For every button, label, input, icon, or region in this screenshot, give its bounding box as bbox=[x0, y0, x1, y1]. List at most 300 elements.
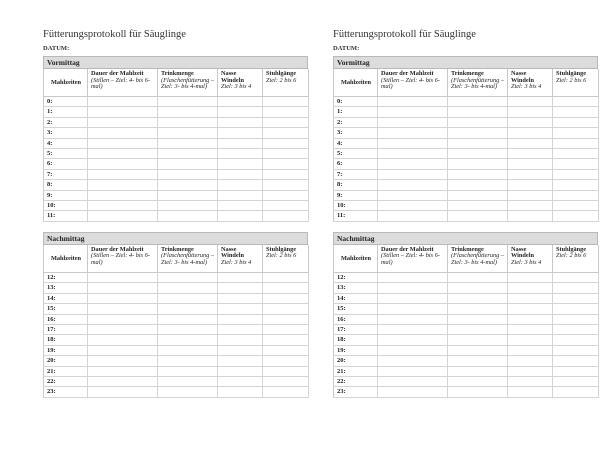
column-header-note: Ziel: 3 bis 4 bbox=[221, 259, 252, 267]
entry-cell[interactable] bbox=[218, 376, 263, 386]
entry-cell[interactable] bbox=[263, 335, 309, 345]
column-header-label: Nasse Windeln bbox=[221, 245, 244, 260]
column-header-label: Mahlzeiten bbox=[50, 254, 82, 262]
feeding-table bbox=[43, 245, 309, 398]
entry-cell[interactable] bbox=[218, 159, 263, 169]
table-row bbox=[44, 283, 309, 293]
entry-cell[interactable] bbox=[508, 97, 553, 107]
entry-cell[interactable] bbox=[158, 138, 218, 148]
entry-cell[interactable] bbox=[158, 180, 218, 190]
hour-label: 13: bbox=[334, 283, 378, 293]
entry-cell[interactable] bbox=[88, 366, 158, 376]
table-header-row bbox=[44, 69, 309, 97]
entry-cell[interactable] bbox=[553, 190, 599, 200]
table-row bbox=[44, 293, 309, 303]
hour-label: 0: bbox=[44, 97, 88, 107]
entry-cell[interactable] bbox=[448, 304, 508, 314]
column-header bbox=[334, 245, 378, 273]
hour-label: 12: bbox=[334, 272, 378, 282]
hour-label: 7: bbox=[334, 169, 378, 179]
column-header-note: Ziel: 2 bis 6 bbox=[266, 252, 297, 260]
entry-cell[interactable] bbox=[263, 107, 309, 117]
entry-cell[interactable] bbox=[263, 376, 309, 386]
column-header bbox=[448, 245, 508, 273]
table-row bbox=[44, 345, 309, 355]
column-header-note: (Flaschenfütterung – Ziel: 3- bis 4-mal) bbox=[451, 76, 504, 91]
entry-cell[interactable] bbox=[158, 345, 218, 355]
log-title: Fütterungsprotokoll für Säuglinge bbox=[43, 29, 186, 40]
entry-cell[interactable] bbox=[218, 149, 263, 159]
section-afternoon bbox=[43, 232, 308, 398]
entry-cell[interactable] bbox=[263, 149, 309, 159]
entry-cell[interactable] bbox=[378, 149, 448, 159]
entry-cell[interactable] bbox=[218, 107, 263, 117]
entry-cell[interactable] bbox=[88, 272, 158, 282]
entry-cell[interactable] bbox=[378, 169, 448, 179]
entry-cell[interactable] bbox=[88, 107, 158, 117]
section-heading: Nachmittag bbox=[333, 232, 598, 245]
entry-cell[interactable] bbox=[448, 138, 508, 148]
entry-cell[interactable] bbox=[553, 376, 599, 386]
hour-label: 23: bbox=[44, 387, 88, 397]
entry-cell[interactable] bbox=[508, 149, 553, 159]
entry-cell[interactable] bbox=[158, 97, 218, 107]
entry-cell[interactable] bbox=[553, 211, 599, 221]
entry-cell[interactable] bbox=[448, 159, 508, 169]
entry-cell[interactable] bbox=[218, 335, 263, 345]
entry-cell[interactable] bbox=[508, 335, 553, 345]
entry-cell[interactable] bbox=[378, 324, 448, 334]
hour-label: 22: bbox=[334, 376, 378, 386]
entry-cell[interactable] bbox=[378, 107, 448, 117]
column-header-label: Mahlzeiten bbox=[340, 78, 372, 86]
entry-cell[interactable] bbox=[378, 159, 448, 169]
hour-label: 7: bbox=[44, 169, 88, 179]
column-header bbox=[218, 245, 263, 273]
table-row bbox=[44, 107, 309, 117]
entry-cell[interactable] bbox=[378, 272, 448, 282]
entry-cell[interactable] bbox=[263, 169, 309, 179]
entry-cell[interactable] bbox=[378, 366, 448, 376]
section-morning bbox=[43, 56, 308, 222]
column-header-label: Trinkmenge bbox=[161, 70, 194, 77]
entry-cell[interactable] bbox=[553, 324, 599, 334]
entry-cell[interactable] bbox=[218, 324, 263, 334]
table-row bbox=[44, 149, 309, 159]
entry-cell[interactable] bbox=[158, 387, 218, 397]
column-header-label: Stuhlgänge bbox=[266, 245, 297, 253]
entry-cell[interactable] bbox=[88, 376, 158, 386]
entry-cell[interactable] bbox=[263, 304, 309, 314]
table-row bbox=[44, 324, 309, 334]
entry-cell[interactable] bbox=[448, 387, 508, 397]
entry-cell[interactable] bbox=[218, 138, 263, 148]
hour-label: 22: bbox=[44, 376, 88, 386]
entry-cell[interactable] bbox=[508, 117, 553, 127]
entry-cell[interactable] bbox=[448, 272, 508, 282]
entry-cell[interactable] bbox=[508, 283, 553, 293]
column-header bbox=[378, 245, 448, 273]
entry-cell[interactable] bbox=[378, 314, 448, 324]
entry-cell[interactable] bbox=[158, 304, 218, 314]
table-row bbox=[334, 138, 599, 148]
entry-cell[interactable] bbox=[448, 366, 508, 376]
column-header-note: (Stillen – Ziel: 4- bis 6-mal) bbox=[91, 76, 150, 91]
entry-cell[interactable] bbox=[88, 293, 158, 303]
entry-cell[interactable] bbox=[508, 314, 553, 324]
entry-cell[interactable] bbox=[508, 159, 553, 169]
entry-cell[interactable] bbox=[88, 356, 158, 366]
entry-cell[interactable] bbox=[508, 366, 553, 376]
entry-cell[interactable] bbox=[158, 128, 218, 138]
entry-cell[interactable] bbox=[448, 345, 508, 355]
entry-cell[interactable] bbox=[448, 97, 508, 107]
column-header-note: Ziel: 3 bis 4 bbox=[221, 83, 252, 91]
hour-label: 23: bbox=[334, 387, 378, 397]
entry-cell[interactable] bbox=[553, 335, 599, 345]
entry-cell[interactable] bbox=[263, 128, 309, 138]
entry-cell[interactable] bbox=[378, 138, 448, 148]
hour-label: 21: bbox=[334, 366, 378, 376]
entry-cell[interactable] bbox=[158, 169, 218, 179]
entry-cell[interactable] bbox=[218, 169, 263, 179]
entry-cell[interactable] bbox=[218, 190, 263, 200]
table-row bbox=[44, 97, 309, 107]
feeding-table bbox=[333, 69, 599, 222]
hour-label: 5: bbox=[44, 149, 88, 159]
entry-cell[interactable] bbox=[378, 387, 448, 397]
entry-cell[interactable] bbox=[88, 149, 158, 159]
table-row bbox=[334, 283, 599, 293]
table-row bbox=[334, 356, 599, 366]
entry-cell[interactable] bbox=[88, 201, 158, 211]
entry-cell[interactable] bbox=[88, 138, 158, 148]
table-row bbox=[334, 345, 599, 355]
entry-cell[interactable] bbox=[88, 304, 158, 314]
hour-label: 10: bbox=[334, 201, 378, 211]
hour-label: 2: bbox=[44, 117, 88, 127]
entry-cell[interactable] bbox=[508, 190, 553, 200]
entry-cell[interactable] bbox=[553, 345, 599, 355]
entry-cell[interactable] bbox=[448, 376, 508, 386]
entry-cell[interactable] bbox=[218, 283, 263, 293]
column-header-label: Nasse Windeln bbox=[511, 245, 534, 260]
entry-cell[interactable] bbox=[508, 293, 553, 303]
entry-cell[interactable] bbox=[88, 324, 158, 334]
entry-cell[interactable] bbox=[553, 201, 599, 211]
entry-cell[interactable] bbox=[553, 356, 599, 366]
column-header-label: Stuhlgänge bbox=[266, 70, 297, 77]
entry-cell[interactable] bbox=[378, 356, 448, 366]
entry-cell[interactable] bbox=[508, 211, 553, 221]
entry-cell[interactable] bbox=[553, 128, 599, 138]
entry-cell[interactable] bbox=[263, 283, 309, 293]
hour-label: 11: bbox=[44, 211, 88, 221]
entry-cell[interactable] bbox=[88, 117, 158, 127]
entry-cell[interactable] bbox=[218, 356, 263, 366]
entry-cell[interactable] bbox=[218, 117, 263, 127]
entry-cell[interactable] bbox=[218, 366, 263, 376]
column-header-label: Mahlzeiten bbox=[50, 78, 82, 86]
entry-cell[interactable] bbox=[448, 149, 508, 159]
entry-cell[interactable] bbox=[158, 335, 218, 345]
entry-cell[interactable] bbox=[508, 356, 553, 366]
entry-cell[interactable] bbox=[88, 180, 158, 190]
column-header bbox=[553, 69, 599, 97]
entry-cell[interactable] bbox=[553, 117, 599, 127]
entry-cell[interactable] bbox=[263, 366, 309, 376]
entry-cell[interactable] bbox=[508, 345, 553, 355]
entry-cell[interactable] bbox=[448, 324, 508, 334]
entry-cell[interactable] bbox=[553, 169, 599, 179]
entry-cell[interactable] bbox=[218, 201, 263, 211]
table-row bbox=[44, 138, 309, 148]
hour-label: 8: bbox=[44, 180, 88, 190]
entry-cell[interactable] bbox=[378, 117, 448, 127]
entry-cell[interactable] bbox=[553, 180, 599, 190]
entry-cell[interactable] bbox=[448, 335, 508, 345]
entry-cell[interactable] bbox=[448, 180, 508, 190]
table-row bbox=[334, 107, 599, 117]
hour-label: 4: bbox=[44, 138, 88, 148]
entry-cell[interactable] bbox=[88, 314, 158, 324]
entry-cell[interactable] bbox=[553, 304, 599, 314]
table-row bbox=[44, 117, 309, 127]
entry-cell[interactable] bbox=[158, 201, 218, 211]
entry-cell[interactable] bbox=[553, 366, 599, 376]
feeding-log-right bbox=[333, 28, 598, 398]
entry-cell[interactable] bbox=[448, 356, 508, 366]
hour-label: 9: bbox=[44, 190, 88, 200]
entry-cell[interactable] bbox=[158, 293, 218, 303]
entry-cell[interactable] bbox=[263, 159, 309, 169]
entry-cell[interactable] bbox=[553, 97, 599, 107]
entry-cell[interactable] bbox=[158, 149, 218, 159]
hour-label: 19: bbox=[44, 345, 88, 355]
entry-cell[interactable] bbox=[88, 283, 158, 293]
entry-cell[interactable] bbox=[378, 376, 448, 386]
entry-cell[interactable] bbox=[158, 376, 218, 386]
entry-cell[interactable] bbox=[553, 149, 599, 159]
column-header bbox=[158, 69, 218, 97]
table-row bbox=[44, 335, 309, 345]
entry-cell[interactable] bbox=[553, 138, 599, 148]
entry-cell[interactable] bbox=[88, 335, 158, 345]
column-header-label: Dauer der Mahlzeit bbox=[91, 70, 144, 77]
entry-cell[interactable] bbox=[263, 272, 309, 282]
entry-cell[interactable] bbox=[553, 159, 599, 169]
entry-cell[interactable] bbox=[448, 128, 508, 138]
table-row bbox=[334, 211, 599, 221]
hour-label: 1: bbox=[44, 107, 88, 117]
entry-cell[interactable] bbox=[263, 180, 309, 190]
table-row bbox=[334, 117, 599, 127]
entry-cell[interactable] bbox=[218, 314, 263, 324]
hour-label: 6: bbox=[44, 159, 88, 169]
entry-cell[interactable] bbox=[158, 107, 218, 117]
entry-cell[interactable] bbox=[263, 138, 309, 148]
entry-cell[interactable] bbox=[378, 180, 448, 190]
date-field-label[interactable]: DATUM: bbox=[43, 45, 70, 52]
entry-cell[interactable] bbox=[448, 107, 508, 117]
entry-cell[interactable] bbox=[508, 387, 553, 397]
hour-label: 18: bbox=[334, 335, 378, 345]
table-row bbox=[44, 159, 309, 169]
entry-cell[interactable] bbox=[448, 283, 508, 293]
hour-label: 16: bbox=[44, 314, 88, 324]
table-row bbox=[44, 366, 309, 376]
table-row bbox=[44, 272, 309, 282]
entry-cell[interactable] bbox=[378, 190, 448, 200]
column-header-note: (Stillen – Ziel: 4- bis 6-mal) bbox=[381, 76, 440, 91]
entry-cell[interactable] bbox=[263, 345, 309, 355]
entry-cell[interactable] bbox=[508, 272, 553, 282]
entry-cell[interactable] bbox=[448, 190, 508, 200]
entry-cell[interactable] bbox=[158, 117, 218, 127]
entry-cell[interactable] bbox=[378, 345, 448, 355]
entry-cell[interactable] bbox=[508, 169, 553, 179]
column-header-note: Ziel: 2 bis 6 bbox=[556, 76, 587, 84]
entry-cell[interactable] bbox=[508, 304, 553, 314]
entry-cell[interactable] bbox=[158, 356, 218, 366]
entry-cell[interactable] bbox=[508, 128, 553, 138]
entry-cell[interactable] bbox=[263, 190, 309, 200]
column-header bbox=[263, 245, 309, 273]
entry-cell[interactable] bbox=[448, 201, 508, 211]
entry-cell[interactable] bbox=[553, 272, 599, 282]
column-header-note: (Stillen – Ziel: 4- bis 6-mal) bbox=[91, 252, 150, 267]
entry-cell[interactable] bbox=[88, 211, 158, 221]
table-header-row bbox=[334, 245, 599, 273]
hour-label: 17: bbox=[334, 324, 378, 334]
entry-cell[interactable] bbox=[508, 324, 553, 334]
hour-label: 0: bbox=[334, 97, 378, 107]
entry-cell[interactable] bbox=[263, 97, 309, 107]
entry-cell[interactable] bbox=[508, 180, 553, 190]
entry-cell[interactable] bbox=[448, 293, 508, 303]
column-header-label: Mahlzeiten bbox=[340, 254, 372, 262]
entry-cell[interactable] bbox=[88, 97, 158, 107]
entry-cell[interactable] bbox=[158, 366, 218, 376]
entry-cell[interactable] bbox=[263, 117, 309, 127]
entry-cell[interactable] bbox=[218, 128, 263, 138]
entry-cell[interactable] bbox=[263, 387, 309, 397]
column-header-note: Ziel: 3 bis 4 bbox=[511, 83, 542, 91]
entry-cell[interactable] bbox=[218, 211, 263, 221]
column-header-label: Dauer der Mahlzeit bbox=[381, 245, 434, 253]
entry-cell[interactable] bbox=[378, 283, 448, 293]
table-row bbox=[334, 149, 599, 159]
table-row bbox=[334, 387, 599, 397]
column-header bbox=[508, 245, 553, 273]
entry-cell[interactable] bbox=[263, 293, 309, 303]
column-header-label: Stuhlgänge bbox=[556, 70, 587, 77]
entry-cell[interactable] bbox=[378, 128, 448, 138]
column-header-label: Dauer der Mahlzeit bbox=[381, 70, 434, 77]
entry-cell[interactable] bbox=[218, 293, 263, 303]
entry-cell[interactable] bbox=[88, 190, 158, 200]
entry-cell[interactable] bbox=[218, 180, 263, 190]
section-heading: Vormittag bbox=[333, 56, 598, 69]
table-row bbox=[334, 159, 599, 169]
hour-label: 18: bbox=[44, 335, 88, 345]
column-header-label: Nasse Windeln bbox=[511, 70, 534, 84]
entry-cell[interactable] bbox=[158, 190, 218, 200]
date-field-label[interactable]: DATUM: bbox=[333, 45, 360, 52]
hour-label: 8: bbox=[334, 180, 378, 190]
table-row bbox=[44, 128, 309, 138]
entry-cell[interactable] bbox=[158, 314, 218, 324]
entry-cell[interactable] bbox=[508, 138, 553, 148]
column-header-label: Trinkmenge bbox=[451, 245, 484, 253]
entry-cell[interactable] bbox=[88, 345, 158, 355]
hour-label: 11: bbox=[334, 211, 378, 221]
entry-cell[interactable] bbox=[448, 169, 508, 179]
hour-label: 3: bbox=[44, 128, 88, 138]
entry-cell[interactable] bbox=[158, 283, 218, 293]
entry-cell[interactable] bbox=[263, 356, 309, 366]
entry-cell[interactable] bbox=[508, 107, 553, 117]
column-header bbox=[218, 69, 263, 97]
entry-cell[interactable] bbox=[218, 345, 263, 355]
hour-label: 15: bbox=[44, 304, 88, 314]
entry-cell[interactable] bbox=[218, 387, 263, 397]
column-header-note: Ziel: 3 bis 4 bbox=[511, 259, 542, 267]
entry-cell[interactable] bbox=[378, 304, 448, 314]
entry-cell[interactable] bbox=[88, 387, 158, 397]
entry-cell[interactable] bbox=[218, 97, 263, 107]
entry-cell[interactable] bbox=[88, 159, 158, 169]
entry-cell[interactable] bbox=[448, 211, 508, 221]
entry-cell[interactable] bbox=[378, 201, 448, 211]
entry-cell[interactable] bbox=[263, 201, 309, 211]
entry-cell[interactable] bbox=[218, 304, 263, 314]
entry-cell[interactable] bbox=[158, 324, 218, 334]
entry-cell[interactable] bbox=[158, 159, 218, 169]
entry-cell[interactable] bbox=[88, 169, 158, 179]
entry-cell[interactable] bbox=[448, 314, 508, 324]
entry-cell[interactable] bbox=[553, 283, 599, 293]
section-heading: Nachmittag bbox=[43, 232, 308, 245]
entry-cell[interactable] bbox=[553, 293, 599, 303]
entry-cell[interactable] bbox=[263, 314, 309, 324]
entry-cell[interactable] bbox=[263, 211, 309, 221]
column-header-note: (Flaschenfütterung – Ziel: 3- bis 4-mal) bbox=[451, 252, 504, 267]
entry-cell[interactable] bbox=[218, 272, 263, 282]
hour-label: 1: bbox=[334, 107, 378, 117]
entry-cell[interactable] bbox=[88, 128, 158, 138]
entry-cell[interactable] bbox=[378, 97, 448, 107]
entry-cell[interactable] bbox=[448, 117, 508, 127]
entry-cell[interactable] bbox=[263, 324, 309, 334]
entry-cell[interactable] bbox=[553, 107, 599, 117]
entry-cell[interactable] bbox=[158, 211, 218, 221]
hour-label: 21: bbox=[44, 366, 88, 376]
entry-cell[interactable] bbox=[158, 272, 218, 282]
column-header-note: (Flaschenfütterung – Ziel: 3- bis 4-mal) bbox=[161, 252, 214, 267]
entry-cell[interactable] bbox=[553, 387, 599, 397]
entry-cell[interactable] bbox=[378, 335, 448, 345]
entry-cell[interactable] bbox=[378, 293, 448, 303]
table-row bbox=[334, 293, 599, 303]
hour-label: 6: bbox=[334, 159, 378, 169]
entry-cell[interactable] bbox=[378, 211, 448, 221]
entry-cell[interactable] bbox=[508, 201, 553, 211]
hour-label: 9: bbox=[334, 190, 378, 200]
entry-cell[interactable] bbox=[508, 376, 553, 386]
entry-cell[interactable] bbox=[553, 314, 599, 324]
section-afternoon bbox=[333, 232, 598, 398]
